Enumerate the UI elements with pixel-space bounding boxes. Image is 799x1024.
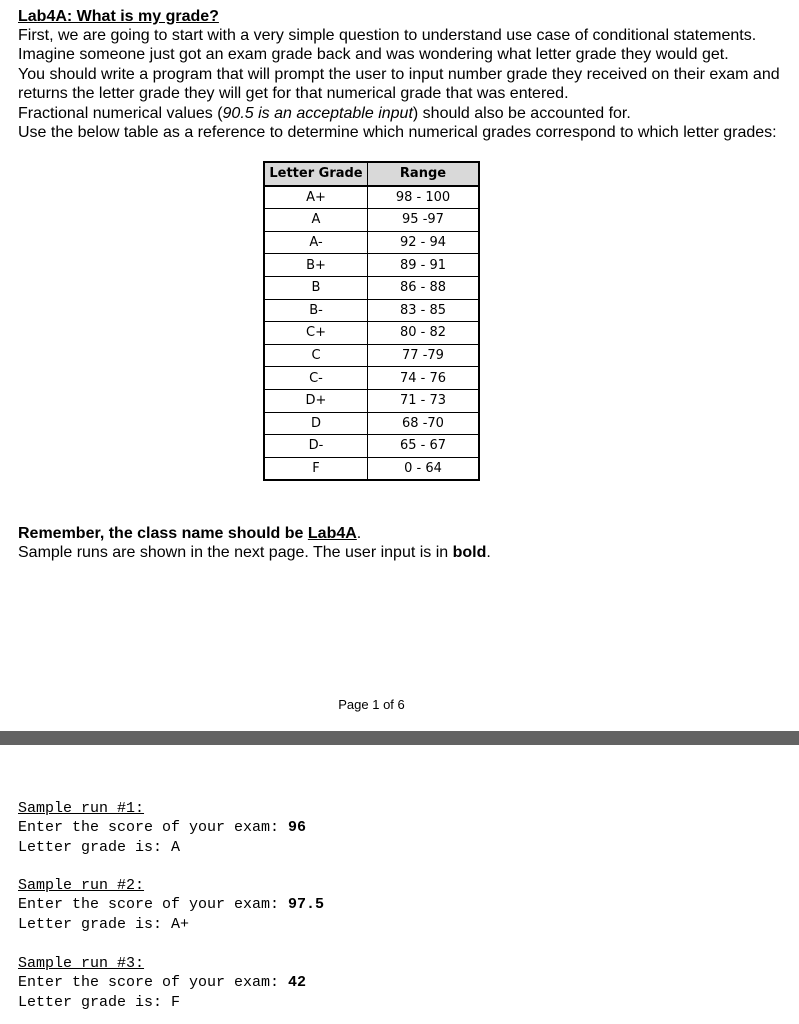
sample-run-result: Letter grade is: F [18, 993, 181, 1011]
letter-cell: A [264, 209, 368, 232]
lab-heading: Lab4A: What is my grade? [18, 8, 219, 25]
sample-run-1 [18, 799, 306, 857]
intro-text [18, 26, 793, 142]
example-input-italic: 90.5 is an acceptable input [222, 104, 413, 122]
range-cell: 95 -97 [368, 209, 480, 232]
sample-run-result: Letter grade is: A [18, 838, 181, 856]
sample-run-title: Sample run #1: [18, 800, 145, 817]
letter-cell: C- [264, 367, 368, 390]
range-cell: 98 - 100 [368, 186, 480, 209]
letter-cell: D [264, 412, 368, 435]
range-cell: 68 -70 [368, 412, 480, 435]
table-row [264, 186, 479, 209]
header-letter-grade: Letter Grade [264, 162, 368, 186]
sample-run-title: Sample run #2: [18, 877, 145, 894]
user-input: 42 [288, 974, 307, 992]
user-input: 96 [288, 819, 307, 837]
grade-table [263, 161, 480, 481]
page-2 [0, 745, 799, 1024]
table-row [264, 344, 479, 367]
range-cell: 65 - 67 [368, 435, 480, 458]
letter-cell: A+ [264, 186, 368, 209]
sample-runs-note: Sample runs are shown in the next page. The user input is in bold. [18, 544, 491, 561]
table-row [264, 389, 479, 412]
letter-cell: D- [264, 435, 368, 458]
range-cell: 77 -79 [368, 344, 480, 367]
header-range: Range [368, 162, 480, 186]
range-cell: 86 - 88 [368, 276, 480, 299]
range-cell: 74 - 76 [368, 367, 480, 390]
table-row [264, 209, 479, 232]
user-input: 97.5 [288, 896, 325, 914]
page-number: Page 1 of 6 [338, 697, 405, 712]
range-cell: 92 - 94 [368, 231, 480, 254]
letter-cell: D+ [264, 389, 368, 412]
range-cell: 0 - 64 [368, 457, 480, 480]
table-row [264, 457, 479, 480]
letter-cell: B [264, 276, 368, 299]
page-separator [0, 731, 799, 745]
sample-run-2 [18, 876, 324, 934]
range-cell: 89 - 91 [368, 254, 480, 277]
letter-cell: B- [264, 299, 368, 322]
table-row [264, 435, 479, 458]
range-cell: 71 - 73 [368, 389, 480, 412]
sample-run-result: Letter grade is: A+ [18, 915, 190, 933]
sample-run-prompt: Enter the score of your exam: 96 [18, 819, 307, 837]
intro-line: You should write a program that will prompt the user to input number grade they received on their exam and returns the letter grade they will get for that numerical grade that was entered. [18, 65, 780, 103]
table-row [264, 412, 479, 435]
intro-line: Use the below table as a reference to determine which numerical grades correspond to which letter grades: [18, 124, 777, 142]
letter-cell: A- [264, 231, 368, 254]
sample-run-title: Sample run #3: [18, 955, 145, 972]
intro-line: First, we are going to start with a very simple question to understand use case of conditional statements. [18, 27, 757, 44]
table-row [264, 299, 479, 322]
range-cell: 83 - 85 [368, 299, 480, 322]
letter-cell: C [264, 344, 368, 367]
table-row [264, 367, 479, 390]
range-cell: 80 - 82 [368, 322, 480, 345]
table-row [264, 276, 479, 299]
letter-cell: F [264, 457, 368, 480]
grade-table-header [264, 162, 479, 186]
class-name-reminder: Remember, the class name should be Lab4A. [18, 525, 362, 542]
intro-line: Fractional numerical values (90.5 is an acceptable input) should also be accounted for. [18, 104, 631, 122]
sample-run-3 [18, 954, 306, 1012]
letter-cell: C+ [264, 322, 368, 345]
sample-run-prompt: Enter the score of your exam: 42 [18, 974, 307, 992]
sample-run-prompt: Enter the score of your exam: 97.5 [18, 896, 325, 914]
class-name: Lab4A [307, 525, 357, 542]
intro-line: Imagine someone just got an exam grade back and was wondering what letter grade they would get. [18, 46, 729, 64]
table-row [264, 254, 479, 277]
letter-cell: B+ [264, 254, 368, 277]
table-row [264, 231, 479, 254]
table-row [264, 322, 479, 345]
